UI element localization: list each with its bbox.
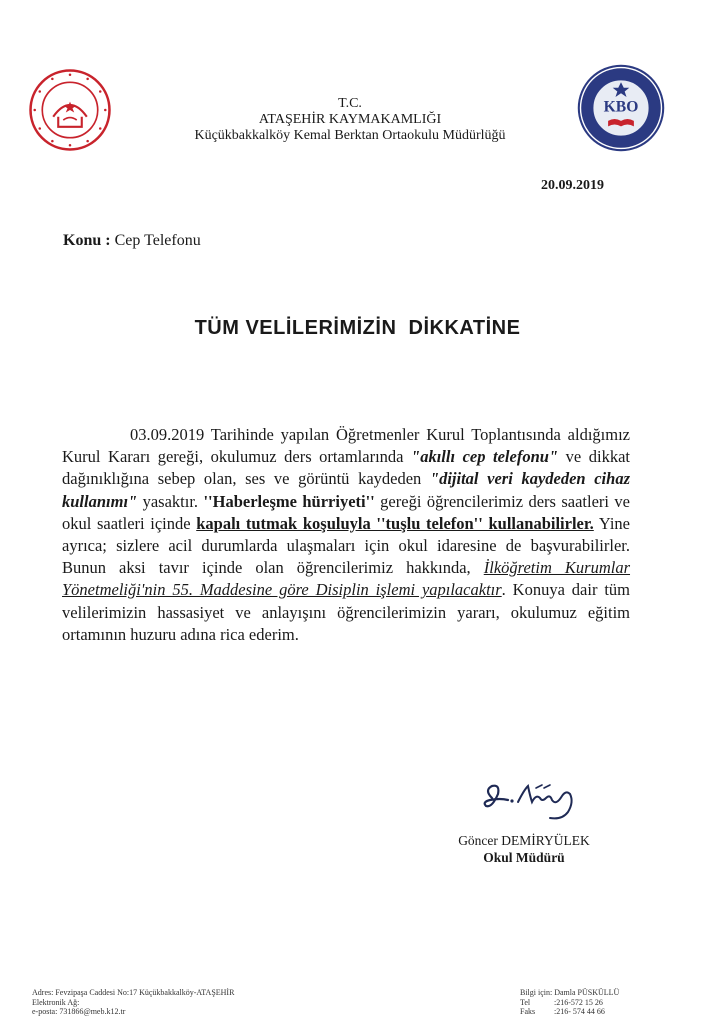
meb-seal-icon: [28, 68, 112, 152]
body-text-1: 03.09.2019 Tarihinde yapılan Öğretmenler Kurul Toplantısında aldığımız Kurul Kararı gereği, okulumuz ders ortamlarında: [62, 425, 630, 467]
body-text-5: Yine ayrıca; sizlere acil durumlarda ulaşmaları için okul idaresine de başvurabilirler. Bunun aksi tavır içinde olan öğrencilerimiz hakkında,: [62, 513, 630, 578]
footer-tel-label: Tel: [520, 997, 531, 1007]
header-tc: T.C.: [338, 96, 362, 111]
subject-label: Konu :: [63, 232, 111, 249]
kbo-logo-text: KBO: [603, 98, 639, 116]
body-haberlesme-phrase: ''Haberleşme hürriyeti'': [203, 491, 375, 511]
footer-faks: :216- 574 44 66: [554, 1007, 605, 1016]
body-text-6: . Konuya dair tüm velilerimizin hassasiyet ve anlayışını öğrencilerimizin yararı, okulumuz eğitim ortamının huzuru adına rica ederim.: [62, 580, 630, 644]
signer-title: Okul Müdürü: [483, 850, 565, 865]
body-akilli-phrase: "akıllı cep telefonu": [411, 447, 559, 467]
footer-address-line: Adres: Fevzipaşa Caddesi No:17 Küçükbakkalköy-ATAŞEHİR: [32, 988, 235, 997]
header-kaymakamlik: ATAŞEHİR KAYMAKAMLIĞI: [258, 112, 442, 127]
body-text-4: gereği öğrencilerimiz ders saatleri ve okul saatleri içinde: [62, 491, 630, 533]
footer-info: Bilgi için: Damla PÜSKÜLLÜ: [520, 988, 620, 997]
header-school: Küçükbakkalköy Kemal Berktan Ortaokulu Müdürlüğü: [194, 128, 506, 143]
footer-network-line: Elektronik Ağ:: [32, 997, 80, 1007]
document-date: 20.09.2019: [541, 178, 604, 193]
footer-contact: [520, 988, 619, 1017]
footer-address: [32, 988, 234, 1017]
body-text-3: yasaktır.: [137, 491, 204, 511]
signer-block: [444, 832, 604, 866]
body-text-2: ve dikkat dağınıklığına sebep olan, ses ve görüntü kaydeden: [62, 447, 630, 489]
body-paragraph: [62, 424, 630, 646]
kbo-school-logo-icon: [575, 62, 667, 154]
body-dijital-phrase: "dijital veri kaydeden cihaz kullanımı": [62, 469, 630, 511]
footer-faks-label: Faks: [520, 1007, 536, 1016]
footer-email-line: e-posta: 731866@meb.k12.tr: [32, 1007, 126, 1016]
document-title: TÜM VELİLERİMİZİN DİKKATİNE: [194, 317, 521, 339]
subject-line: [63, 232, 201, 250]
footer-tel: :216-572 15 26: [554, 997, 603, 1007]
subject-value: Cep Telefonu: [114, 232, 201, 249]
handwritten-signature: [478, 776, 588, 826]
body-yonetmelik-phrase: İlköğretim Kurumlar Yönetmeliği'nin 55. Maddesine göre Disiplin işlemi yapılacaktır: [62, 558, 631, 600]
body-kapali-phrase: kapalı tutmak koşuluyla ''tuşlu telefon'' kullanabilirler.: [196, 513, 594, 533]
signer-name: Göncer DEMİRYÜLEK: [458, 833, 590, 848]
